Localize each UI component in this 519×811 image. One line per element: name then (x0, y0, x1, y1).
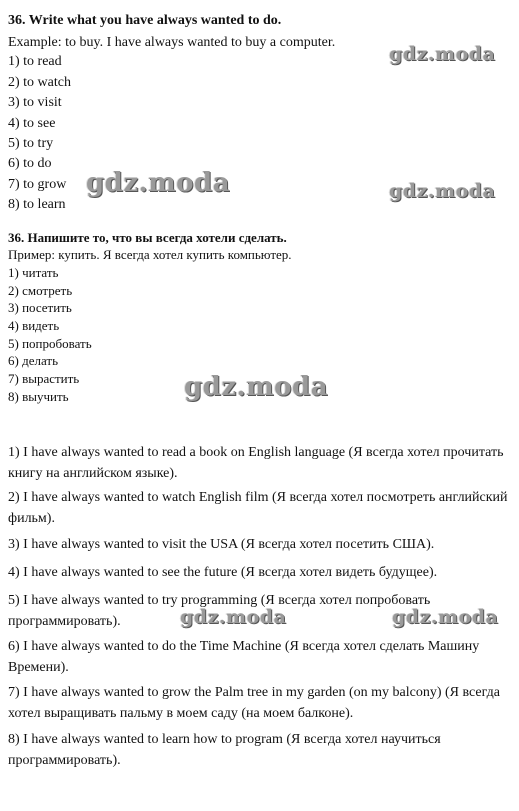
russian-item-1: 1) читать (8, 265, 59, 280)
russian-item-4: 4) видеть (8, 318, 60, 333)
english-item-4: 4) to see (8, 116, 56, 131)
answer-5: 5) I have always wanted to try programming (Я всегда хотел попробовать программировать). (8, 593, 431, 629)
answer-2: 2) I have always wanted to watch English film (Я всегда хотел посмотреть английский фильм). (8, 490, 508, 526)
watermark-center: gdz.moda (184, 372, 329, 402)
english-item-7: 7) to grow (8, 177, 67, 192)
watermark-upper-left: gdz.moda (86, 168, 231, 198)
answer-7: 7) I have always wanted to grow the Palm tree in my garden (on my balcony) (Я всегда хотел выращивать пальму в моем саду (на моем балконе). (8, 685, 500, 721)
english-item-5: 5) to try (8, 136, 54, 151)
russian-item-7: 7) вырастить (8, 371, 80, 386)
answer-8: 8) I have always wanted to learn how to program (Я всегда хотел научиться программировать). (8, 732, 441, 768)
english-item-8: 8) to learn (8, 197, 66, 212)
russian-item-2: 2) смотреть (8, 283, 73, 298)
english-title: 36. Write what you have always wanted to do. (8, 13, 282, 28)
answer-1: 1) I have always wanted to read a book on English language (Я всегда хотел прочитать книгу на английском языке). (8, 445, 504, 481)
english-item-6: 6) to do (8, 156, 52, 171)
watermark-lower-left: gdz.moda (180, 606, 287, 628)
russian-example: Пример: купить. Я всегда хотел купить компьютер. (8, 247, 292, 262)
english-example: Example: to buy. I have always wanted to buy a computer. (8, 35, 336, 50)
english-item-3: 3) to visit (8, 95, 62, 110)
english-item-1: 1) to read (8, 54, 62, 69)
answer-4: 4) I have always wanted to see the future (Я всегда хотел видеть будущее). (8, 565, 438, 580)
answer-3: 3) I have always wanted to visit the USA (Я всегда хотел посетить США). (8, 537, 435, 552)
watermark-upper-right: gdz.moda (389, 180, 496, 202)
russian-item-3: 3) посетить (8, 300, 72, 315)
russian-item-8: 8) выучить (8, 389, 69, 404)
watermark-top-right: gdz.moda (389, 43, 496, 65)
english-item-2: 2) to watch (8, 75, 71, 90)
watermark-lower-right: gdz.moda (392, 606, 499, 628)
russian-item-6: 6) делать (8, 353, 58, 368)
answer-6: 6) I have always wanted to do the Time Machine (Я всегда хотел сделать Машину Времени). (8, 639, 480, 675)
russian-item-5: 5) попробовать (8, 336, 92, 351)
russian-title: 36. Напишите то, что вы всегда хотели сделать. (8, 230, 287, 245)
